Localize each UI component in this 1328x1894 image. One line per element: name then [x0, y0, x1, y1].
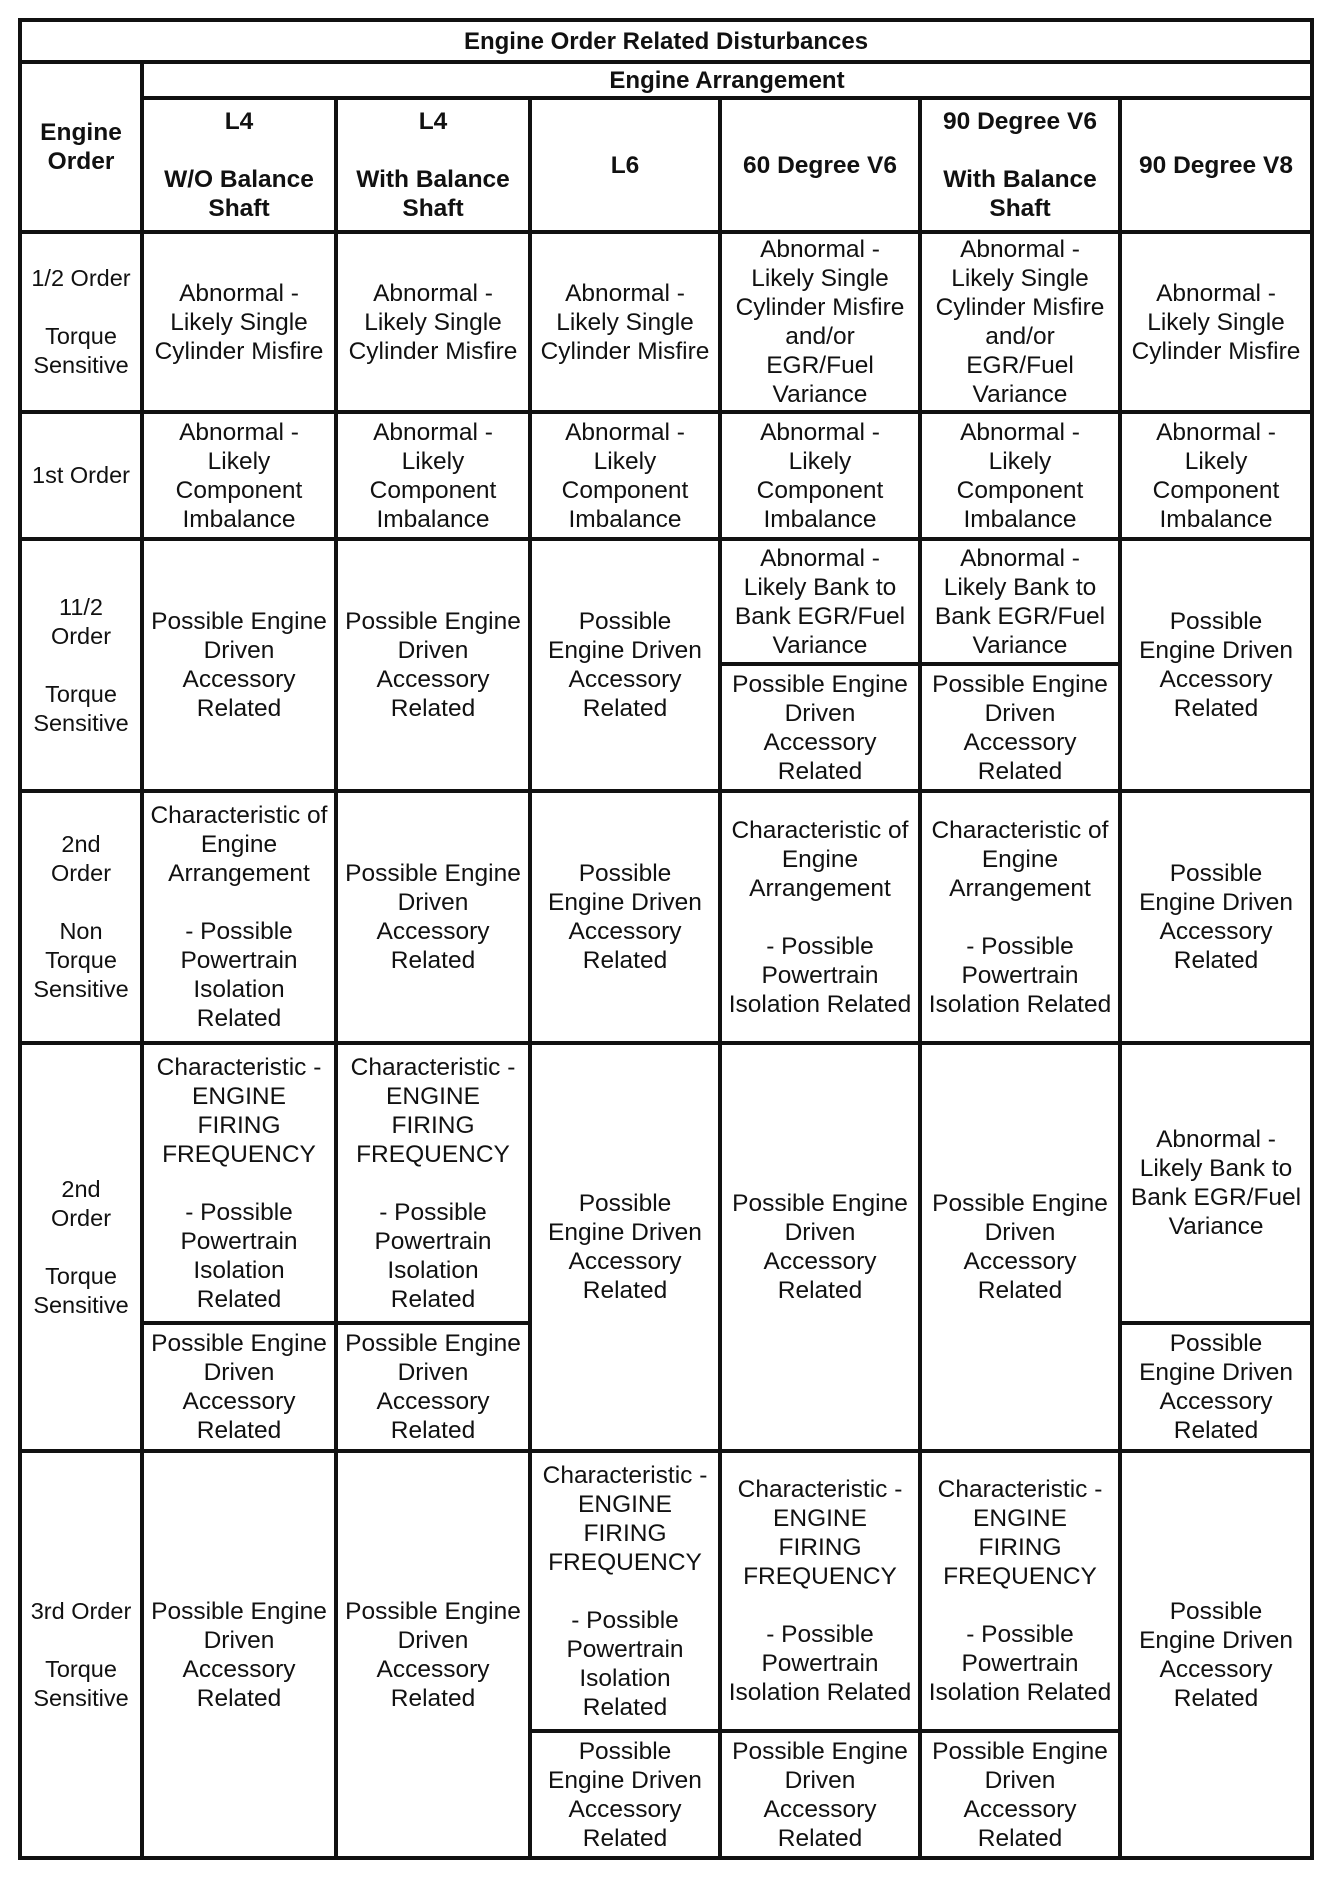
- table-cell: Abnormal - Likely Component Imbalance: [142, 412, 336, 539]
- table-cell: Abnormal - Likely Bank to Bank EGR/Fuel Variance: [920, 539, 1120, 664]
- table-cell: Possible Engine Driven Accessory Related: [1120, 1323, 1312, 1451]
- order-label: 2nd Order Torque Sensitive: [20, 1043, 142, 1451]
- table-title: Engine Order Related Disturbances: [20, 20, 1312, 62]
- disturbance-table-wrapper: [18, 18, 1310, 1860]
- table-cell: Characteristic of Engine Arrangement - Possible Powertrain Isolation Related: [142, 791, 336, 1043]
- table-cell: Characteristic - ENGINE FIRING FREQUENCY - Possible Powertrain Isolation Related: [720, 1451, 920, 1731]
- table-row: [20, 412, 1312, 539]
- order-label: 11/2 Order Torque Sensitive: [20, 539, 142, 791]
- table-cell: Possible Engine Driven Accessory Related: [920, 1731, 1120, 1858]
- table-cell: Abnormal - Likely Component Imbalance: [1120, 412, 1312, 539]
- order-label: 3rd Order Torque Sensitive: [20, 1451, 142, 1858]
- table-cell: Possible Engine Driven Accessory Related: [530, 539, 720, 791]
- order-label: 2nd Order Non Torque Sensitive: [20, 791, 142, 1043]
- table-cell: Abnormal - Likely Single Cylinder Misfire and/or EGR/Fuel Variance: [720, 232, 920, 412]
- table-cell: Characteristic of Engine Arrangement - Possible Powertrain Isolation Related: [720, 791, 920, 1043]
- row-header-label: Engine Order: [20, 62, 142, 232]
- table-cell: Abnormal - Likely Single Cylinder Misfire: [336, 232, 530, 412]
- table-cell: Possible Engine Driven Accessory Related: [1120, 791, 1312, 1043]
- table-cell: Characteristic - ENGINE FIRING FREQUENCY - Possible Powertrain Isolation Related: [920, 1451, 1120, 1731]
- table-cell: Possible Engine Driven Accessory Related: [1120, 1451, 1312, 1858]
- column-header-l4-wo-balance: L4 W/O Balance Shaft: [142, 98, 336, 232]
- table-cell: Abnormal - Likely Bank to Bank EGR/Fuel Variance: [1120, 1043, 1312, 1323]
- table-cell: Abnormal - Likely Component Imbalance: [530, 412, 720, 539]
- table-cell: Abnormal - Likely Single Cylinder Misfire: [1120, 232, 1312, 412]
- table-cell: Possible Engine Driven Accessory Related: [530, 791, 720, 1043]
- column-header-l4-with-balance: L4 With Balance Shaft: [336, 98, 530, 232]
- table-cell: Possible Engine Driven Accessory Related: [142, 1451, 336, 1858]
- table-cell: Characteristic - ENGINE FIRING FREQUENCY - Possible Powertrain Isolation Related: [530, 1451, 720, 1731]
- table-cell: Possible Engine Driven Accessory Related: [336, 1451, 530, 1858]
- table-cell: Possible Engine Driven Accessory Related: [530, 1043, 720, 1451]
- order-label: 1/2 Order Torque Sensitive: [20, 232, 142, 412]
- group-header: Engine Arrangement: [142, 62, 1312, 98]
- table-cell: Possible Engine Driven Accessory Related: [142, 1323, 336, 1451]
- table-row: [20, 539, 1312, 664]
- table-cell: Possible Engine Driven Accessory Related: [336, 539, 530, 791]
- table-cell: Abnormal - Likely Component Imbalance: [336, 412, 530, 539]
- table-cell: Possible Engine Driven Accessory Related: [920, 1043, 1120, 1451]
- table-cell: Characteristic of Engine Arrangement - Possible Powertrain Isolation Related: [920, 791, 1120, 1043]
- table-cell: Possible Engine Driven Accessory Related: [720, 1731, 920, 1858]
- table-row: [20, 1451, 1312, 1731]
- table-cell: Possible Engine Driven Accessory Related: [1120, 539, 1312, 791]
- table-cell: Abnormal - Likely Single Cylinder Misfire: [142, 232, 336, 412]
- table-cell: Possible Engine Driven Accessory Related: [336, 791, 530, 1043]
- table-cell: Possible Engine Driven Accessory Related: [720, 664, 920, 791]
- order-label: 1st Order: [20, 412, 142, 539]
- column-header-90-degree-v6: 90 Degree V6 With Balance Shaft: [920, 98, 1120, 232]
- table-row: [20, 1043, 1312, 1323]
- table-cell: Abnormal - Likely Component Imbalance: [920, 412, 1120, 539]
- table-cell: Characteristic - ENGINE FIRING FREQUENCY - Possible Powertrain Isolation Related: [336, 1043, 530, 1323]
- table-row: [20, 232, 1312, 412]
- table-row: [20, 791, 1312, 1043]
- table-cell: Possible Engine Driven Accessory Related: [530, 1731, 720, 1858]
- table-cell: Abnormal - Likely Single Cylinder Misfire and/or EGR/Fuel Variance: [920, 232, 1120, 412]
- table-cell: Abnormal - Likely Component Imbalance: [720, 412, 920, 539]
- table-cell: Possible Engine Driven Accessory Related: [720, 1043, 920, 1451]
- table-cell: Abnormal - Likely Bank to Bank EGR/Fuel Variance: [720, 539, 920, 664]
- table-cell: Possible Engine Driven Accessory Related: [920, 664, 1120, 791]
- table-cell: Possible Engine Driven Accessory Related: [142, 539, 336, 791]
- table-cell: Possible Engine Driven Accessory Related: [336, 1323, 530, 1451]
- table-cell: Abnormal - Likely Single Cylinder Misfire: [530, 232, 720, 412]
- table-cell: Characteristic - ENGINE FIRING FREQUENCY - Possible Powertrain Isolation Related: [142, 1043, 336, 1323]
- column-header-90-degree-v8: 90 Degree V8: [1120, 98, 1312, 232]
- column-header-l6: L6: [530, 98, 720, 232]
- column-header-60-degree-v6: 60 Degree V6: [720, 98, 920, 232]
- engine-order-table: [18, 18, 1314, 1860]
